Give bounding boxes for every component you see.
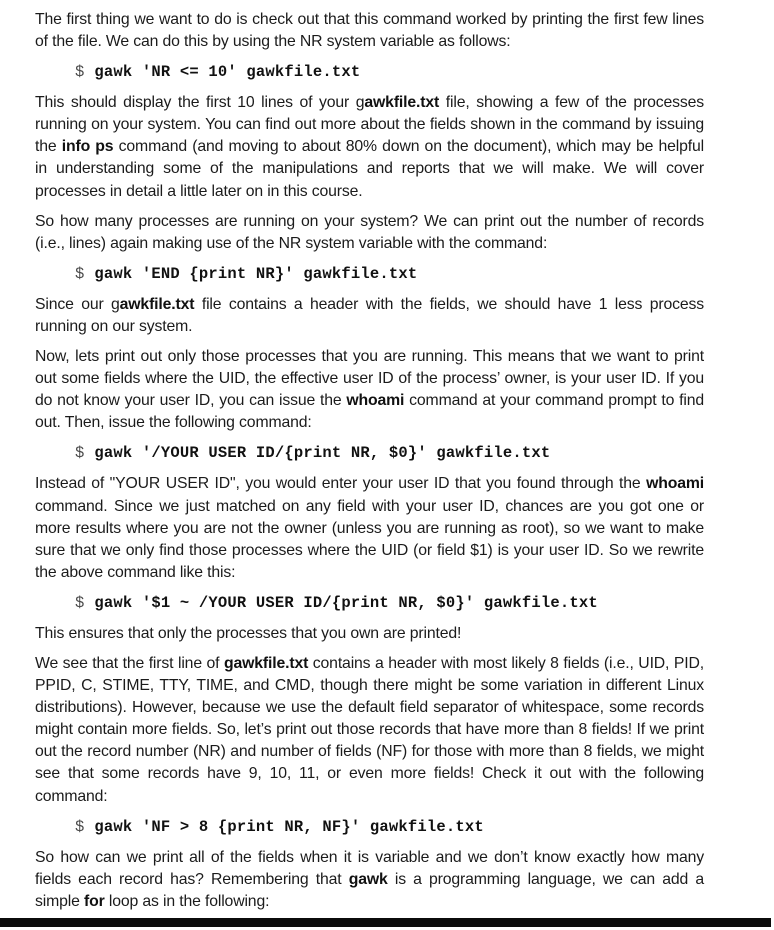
paragraph <box>35 346 704 434</box>
shell-command: gawk '$1 ~ /YOUR USER ID/{print NR, $0}' gawkfile.txt <box>94 593 598 612</box>
scan-edge-bottom-bar <box>0 918 771 927</box>
code-line <box>75 263 704 285</box>
text-segment: The first thing we want to do is check out that this command worked by printing the first few lines of the file. We can do this by using the NR system variable as follows: <box>35 11 704 51</box>
text-segment: This should display the first 10 lines of your g <box>35 94 365 112</box>
shell-prompt: $ <box>75 444 85 463</box>
shell-command: gawk '/YOUR USER ID/{print NR, $0}' gawkfile.txt <box>94 444 551 463</box>
shell-prompt: $ <box>75 817 85 836</box>
bold-text-segment: for <box>84 892 105 910</box>
paragraph <box>35 623 704 645</box>
text-segment: file contains a header with the fields, we should have 1 less process running on our system. <box>35 295 704 335</box>
shell-command: gawk 'END {print NR}' gawkfile.txt <box>94 264 418 283</box>
text-segment: contains a header with most likely 8 fields (i.e., UID, PID, PPID, C, STIME, TTY, TIME, and CMD, though there might be some variation in different Linux distributions). However, because we use the default field separator of whitespace, some records might contain more fields. So, let’s print out those records that have more than 8 fields! If we print out the record number (NR) and number of fields (NF) for those with more than 8 fields, we might see that some records have 9, 10, 11, or even more fields! Check it out with the following command: <box>35 654 704 805</box>
text-segment: Now, lets print out only those processes that you are running. This means that we want to print out some fields where the UID, the effective user ID of the process’ owner, is your user ID. If you do not know your user ID, you can issue the <box>35 348 704 410</box>
paragraph <box>35 473 704 583</box>
text-segment: command at your command prompt to find out. Then, issue the following command: <box>35 392 704 432</box>
text-segment: Instead of "YOUR USER ID", you would enter your user ID that you found through the <box>35 475 647 493</box>
paragraph <box>35 211 704 255</box>
text-segment: command. Since we just matched on any field with your user ID, chances are you got one or more results where you are not the owner (unless you are running as root), so we want to make sure that we only find those processes where the UID (or field $1) is your user ID. So we rewrite the above command like this: <box>35 497 704 581</box>
text-segment: file, showing a few of the processes running on your system. You can find out more about the fields shown in the command by issuing the <box>35 94 704 156</box>
bold-text-segment: info ps <box>61 138 114 156</box>
text-segment: So how can we print all of the fields when it is variable and we don’t know exactly how many fields each record has? Remembering that <box>35 848 704 888</box>
paragraph <box>35 653 704 808</box>
text-segment: This ensures that only the processes that you own are printed! <box>35 624 462 642</box>
paragraph <box>35 847 704 913</box>
paragraph <box>35 294 704 338</box>
paragraph <box>35 92 704 202</box>
text-segment: So how many processes are running on your system? We can print out the number of records (i.e., lines) again making use of the NR system variable with the command: <box>35 212 704 252</box>
text-segment: command (and moving to about 80% down on the document), which may be helpful in understanding some of the manipulations and reports that we will make. We will cover processes in detail a little later on in this course. <box>35 138 704 200</box>
bold-text-segment: whoami <box>646 475 704 493</box>
shell-prompt: $ <box>75 593 85 612</box>
bold-text-segment: gawk <box>348 870 388 888</box>
paragraph <box>35 9 704 53</box>
shell-prompt: $ <box>75 63 85 82</box>
bold-text-segment: awkfile.txt <box>364 94 440 112</box>
shell-prompt: $ <box>75 264 85 283</box>
bold-text-segment: whoami <box>346 392 405 410</box>
text-segment: Since our g <box>35 295 120 313</box>
shell-command: gawk 'NR <= 10' gawkfile.txt <box>94 63 361 82</box>
code-line <box>75 61 704 83</box>
bold-text-segment: awkfile.txt <box>119 295 195 313</box>
text-segment: loop as in the following: <box>104 892 270 910</box>
text-segment: is a programming language, we can add a simple <box>35 870 704 910</box>
code-line <box>75 816 704 838</box>
code-line <box>75 592 704 614</box>
shell-command: gawk 'NF > 8 {print NR, NF}' gawkfile.txt <box>94 817 484 836</box>
bold-text-segment: gawkfile.txt <box>223 654 309 672</box>
document-content <box>35 9 704 913</box>
code-line <box>75 442 704 464</box>
text-segment: We see that the first line of <box>35 654 224 672</box>
